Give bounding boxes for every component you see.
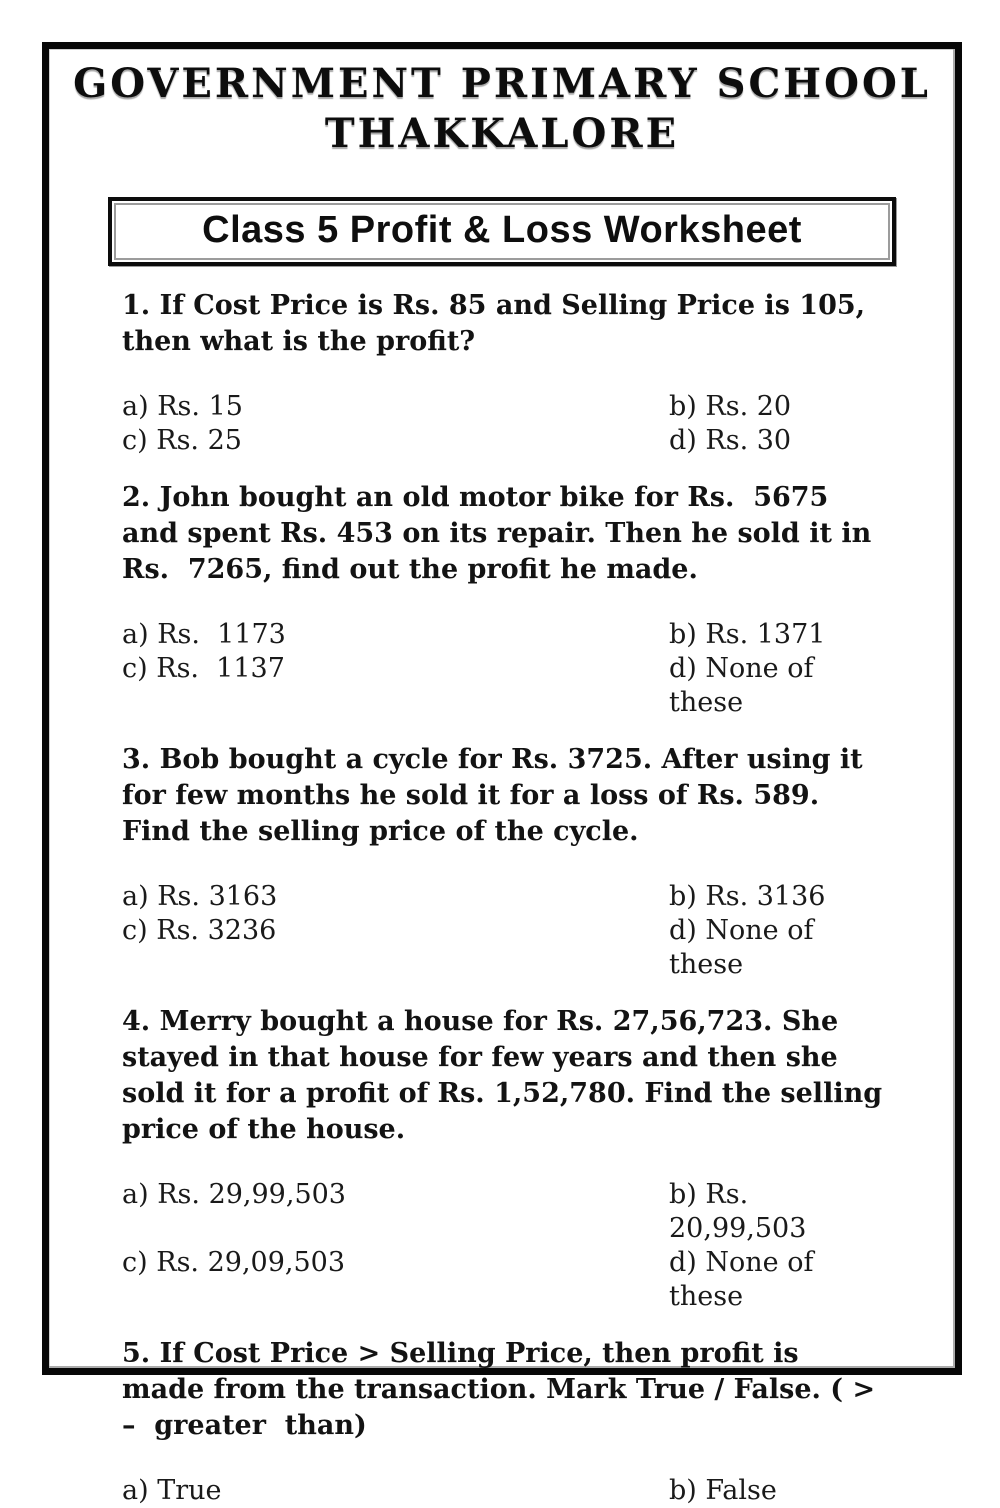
question-5-text: 5. If Cost Price > Selling Price, then profit is made from the transaction. Mark True / False. ( > – greater than) xyxy=(122,1338,885,1441)
question-4-option-b[interactable]: b) Rs. 20,99,503 xyxy=(669,1179,807,1244)
question-4-option-a[interactable]: a) Rs. 29,99,503 xyxy=(122,1179,346,1210)
worksheet-title-box-inner xyxy=(114,203,890,260)
worksheet-page-frame xyxy=(42,42,962,1506)
question-3-option-b[interactable]: b) Rs. 3136 xyxy=(669,881,826,912)
question-2-option-a[interactable]: a) Rs. 1173 xyxy=(122,619,286,650)
question-2-option-b[interactable]: b) Rs. 1371 xyxy=(669,619,826,650)
questions-area xyxy=(49,288,955,1508)
question-3-option-c[interactable]: c) Rs. 3236 xyxy=(122,915,277,946)
question-3-options xyxy=(122,880,889,982)
question-3-option-a[interactable]: a) Rs. 3163 xyxy=(122,881,278,912)
question-1-text: 1. If Cost Price is Rs. 85 and Selling Price is 105, then what is the profit? xyxy=(122,290,875,357)
question-4-option-c[interactable]: c) Rs. 29,09,503 xyxy=(122,1247,346,1278)
question-2 xyxy=(122,480,889,720)
question-1-option-c[interactable]: c) Rs. 25 xyxy=(122,425,242,456)
question-3-option-d[interactable]: d) None of these xyxy=(669,915,823,980)
question-5-option-b[interactable]: b) False xyxy=(669,1475,777,1506)
question-3 xyxy=(122,742,889,982)
worksheet-title-box xyxy=(108,197,896,266)
school-name-line-1: GOVERNMENT PRIMARY SCHOOL xyxy=(73,60,931,107)
school-name-line-2: THAKKALORE xyxy=(324,110,680,157)
school-header xyxy=(49,59,955,159)
question-4-option-d[interactable]: d) None of these xyxy=(669,1247,823,1312)
question-5 xyxy=(122,1336,889,1508)
question-4 xyxy=(122,1004,892,1314)
question-1-options xyxy=(122,390,889,458)
question-4-text: 4. Merry bought a house for Rs. 27,56,723. She stayed in that house for few years and then she sold it for a profit of Rs. 1,52,780. Find the selling price of the house. xyxy=(122,1006,892,1145)
question-2-options xyxy=(122,618,889,720)
question-2-option-d[interactable]: d) None of these xyxy=(669,653,823,718)
question-2-text: 2. John bought an old motor bike for Rs. 5675 and spent Rs. 453 on its repair. Then he sold it in Rs. 7265, find out the profit he made. xyxy=(122,482,881,585)
question-1-option-a[interactable]: a) Rs. 15 xyxy=(122,391,243,422)
worksheet-title: Class 5 Profit & Loss Worksheet xyxy=(202,209,802,251)
question-1 xyxy=(122,288,889,458)
question-3-text: 3. Bob bought a cycle for Rs. 3725. After using it for few months he sold it for a loss of Rs. 589. Find the selling price of the cycle. xyxy=(122,744,873,847)
question-5-options xyxy=(122,1474,889,1508)
question-1-option-b[interactable]: b) Rs. 20 xyxy=(669,391,792,422)
question-5-option-a[interactable]: a) True xyxy=(122,1475,222,1506)
question-4-options xyxy=(122,1178,889,1314)
question-2-option-c[interactable]: c) Rs. 1137 xyxy=(122,653,285,684)
question-1-option-d[interactable]: d) Rs. 30 xyxy=(669,425,792,456)
